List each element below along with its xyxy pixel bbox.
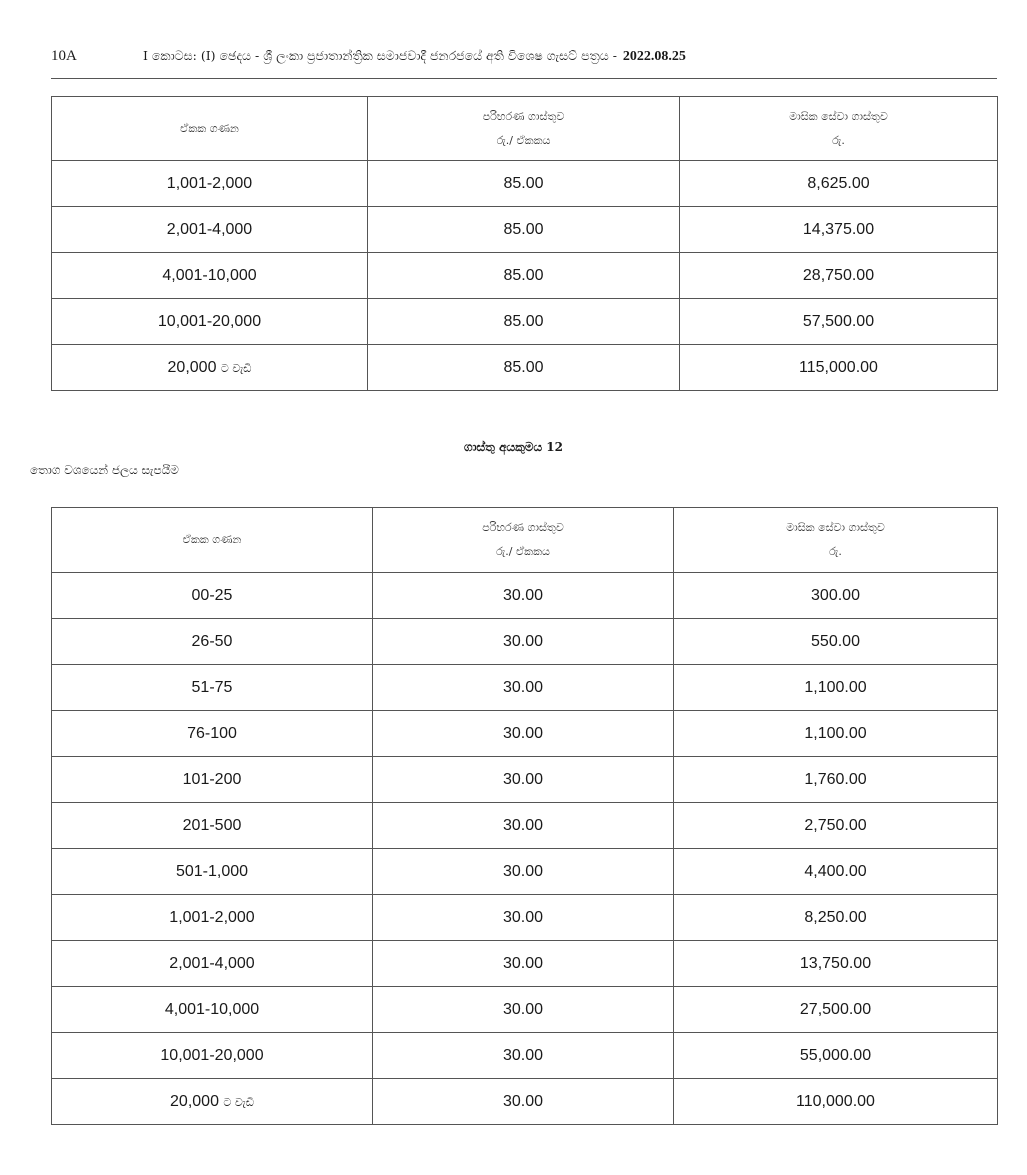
tariff-table-1: [51, 96, 998, 391]
cell-units: 51-75: [52, 665, 373, 711]
table-row: [52, 253, 998, 299]
cell-service: 300.00: [674, 573, 998, 619]
gazette-title-text: I කොටස: (I) ඡෙදය - ශ්‍රී ලංකා ප්‍රජාතාන්ත්‍රික සමාජවාදී ජනරජයේ අති විශෙෂ ගැසට් පත්‍රය -: [143, 48, 617, 63]
cell-rate: 85.00: [368, 299, 680, 345]
cell-units: 4,001-10,000: [52, 253, 368, 299]
section-subtitle: තොග වශයෙන් ජලය සැපයීම: [30, 463, 179, 477]
section-title: ගාස්තු අයකුමය 12: [464, 440, 563, 454]
cell-rate: 30.00: [373, 711, 674, 757]
table-header-row: [52, 97, 998, 161]
gazette-date: 2022.08.25: [622, 49, 686, 64]
table-row: [52, 573, 998, 619]
cell-service: 550.00: [674, 619, 998, 665]
cell-rate: 30.00: [373, 573, 674, 619]
table-row: [52, 161, 998, 207]
cell-rate: 30.00: [373, 849, 674, 895]
cell-service: 4,400.00: [674, 849, 998, 895]
header-monthly-service-charge: මාසික සේවා ගාස්තුව රු.: [674, 508, 998, 573]
cell-units: 1,001-2,000: [52, 161, 368, 207]
table-row: [52, 207, 998, 253]
table-row: [52, 849, 998, 895]
cell-units: 2,001-4,000: [52, 207, 368, 253]
table-row: [52, 299, 998, 345]
cell-rate: 30.00: [373, 757, 674, 803]
cell-rate: 30.00: [373, 665, 674, 711]
tariff-table-2: [51, 507, 998, 1125]
cell-service: 1,760.00: [674, 757, 998, 803]
header-monthly-service-charge: මාසික සේවා ගාස්තුව රු.: [680, 97, 998, 161]
cell-units: 1,001-2,000: [52, 895, 373, 941]
cell-service: 27,500.00: [674, 987, 998, 1033]
cell-service: 115,000.00: [680, 345, 998, 391]
table-row: [52, 1033, 998, 1079]
table-row: [52, 619, 998, 665]
header-consumption-charge: පරිභරණ ගාස්තුව රු./ ඒකකය: [368, 97, 680, 161]
cell-rate: 30.00: [373, 895, 674, 941]
cell-units: 10,001-20,000: [52, 299, 368, 345]
table-row: [52, 711, 998, 757]
cell-units: 26-50: [52, 619, 373, 665]
cell-rate: 30.00: [373, 1033, 674, 1079]
page-header: [51, 48, 997, 79]
table-row: [52, 1079, 998, 1125]
cell-service: 13,750.00: [674, 941, 998, 987]
cell-rate: 30.00: [373, 619, 674, 665]
gazette-title: [143, 48, 686, 65]
cell-units: 76-100: [52, 711, 373, 757]
cell-service: 1,100.00: [674, 711, 998, 757]
cell-service: 8,250.00: [674, 895, 998, 941]
cell-service: 1,100.00: [674, 665, 998, 711]
cell-units: 20,000 ට වැඩි: [52, 1079, 373, 1125]
cell-service: 55,000.00: [674, 1033, 998, 1079]
header-consumption-charge: පරිභරණ ගාස්තුව රු./ ඒකකය: [373, 508, 674, 573]
cell-service: 28,750.00: [680, 253, 998, 299]
table-row: [52, 895, 998, 941]
cell-service: 14,375.00: [680, 207, 998, 253]
table-row: [52, 987, 998, 1033]
page-number: 10A: [51, 48, 77, 64]
cell-service: 110,000.00: [674, 1079, 998, 1125]
cell-rate: 85.00: [368, 161, 680, 207]
cell-rate: 85.00: [368, 207, 680, 253]
header-units: ඒකක ගණන: [52, 97, 368, 161]
cell-units: 20,000 ට වැඩි: [52, 345, 368, 391]
cell-rate: 30.00: [373, 987, 674, 1033]
cell-rate: 30.00: [373, 1079, 674, 1125]
cell-service: 8,625.00: [680, 161, 998, 207]
cell-rate: 85.00: [368, 253, 680, 299]
cell-service: 57,500.00: [680, 299, 998, 345]
cell-units: 101-200: [52, 757, 373, 803]
cell-units: 4,001-10,000: [52, 987, 373, 1033]
cell-rate: 30.00: [373, 941, 674, 987]
cell-service: 2,750.00: [674, 803, 998, 849]
cell-units: 501-1,000: [52, 849, 373, 895]
cell-units: 00-25: [52, 573, 373, 619]
cell-units: 10,001-20,000: [52, 1033, 373, 1079]
table-row: [52, 941, 998, 987]
table-row: [52, 803, 998, 849]
table-row: [52, 665, 998, 711]
cell-units: 2,001-4,000: [52, 941, 373, 987]
cell-rate: 85.00: [368, 345, 680, 391]
header-units: ඒකක ගණන: [52, 508, 373, 573]
cell-rate: 30.00: [373, 803, 674, 849]
cell-units: 201-500: [52, 803, 373, 849]
table-header-row: [52, 508, 998, 573]
table-row: [52, 345, 998, 391]
table-row: [52, 757, 998, 803]
